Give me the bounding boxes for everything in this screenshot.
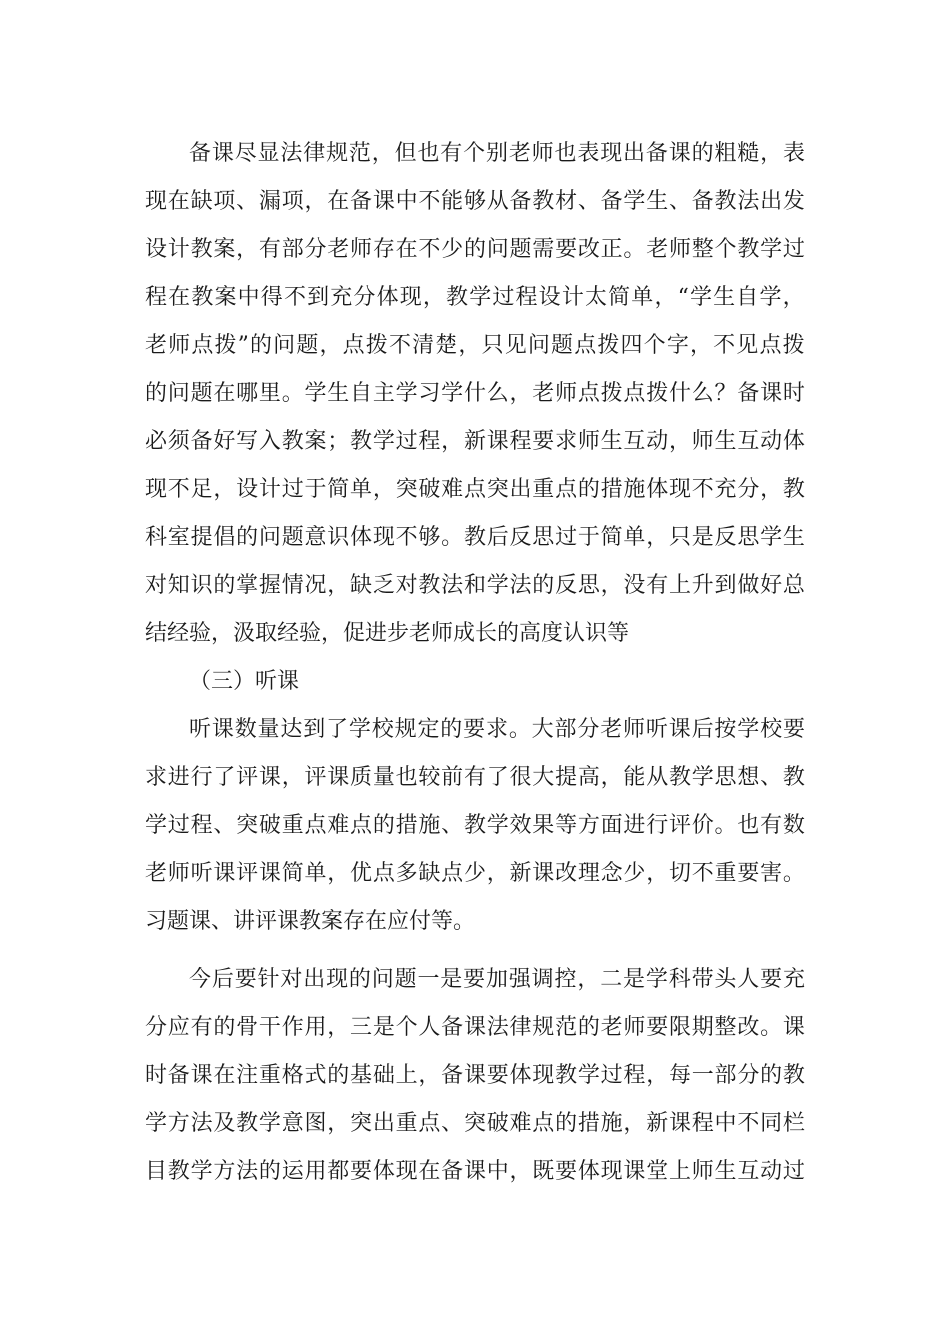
text-line: 时 备 课 在 注 重 格 式 的 基 础 上 ， 备 课 要 体 现 教 学 过 程 ， 每 一 部 分 的 教	[145, 1063, 805, 1088]
paragraph-3	[145, 956, 805, 1196]
paragraph-1	[145, 130, 805, 658]
text-line: 老 师 听 课 评 课 简 单 ， 优 点 多 缺 点 少 ， 新 课 改 理 念 少 ， 切 不 重 要 害 。	[145, 861, 805, 886]
text-line: 学 方 法 及 教 学 意 图 ， 突 出 重 点 、 突 破 难 点 的 措 施 ， 新 课 程 中 不 同 栏	[145, 1111, 805, 1136]
text-line: 备 课 尽 显 法 律 规 范 ， 但 也 有 个 别 老 师 也 表 现 出 备 课 的 粗 糙 ， 表	[189, 141, 805, 166]
text-line: 求 进 行 了 评 课 ， 评 课 质 量 也 较 前 有 了 很 大 提 高 ， 能 从 教 学 思 想 、 教	[145, 765, 805, 790]
text-line: 结经验，汲取经验，促进步老师成长的高度认识等	[145, 621, 630, 646]
text-line: 听 课 数 量 达 到 了 学 校 规 定 的 要 求 。 大 部 分 老 师 听 课 后 按 学 校 要	[189, 717, 805, 742]
text-line: 对 知 识 的 掌 握 情 况 ， 缺 乏 对 教 法 和 学 法 的 反 思 ， 没 有 上 升 到 做 好 总	[145, 573, 805, 598]
text-line: 习题课、讲评课教案存在应付等。	[145, 909, 476, 934]
text-line: 老 师 点 拨 ” 的 问 题 ， 点 拨 不 清 楚 ， 只 见 问 题 点 拨 四 个 字 ， 不 见 点 拨	[145, 333, 805, 358]
paragraph-2	[145, 706, 805, 946]
document-page	[145, 130, 805, 1196]
text-line: 今 后 要 针 对 出 现 的 问 题 一 是 要 加 强 调 控 ， 二 是 学 科 带 头 人 要 充	[189, 967, 805, 992]
text-line: 学 过 程 、 突 破 重 点 难 点 的 措 施 、 教 学 效 果 等 方 面 进 行 评 价 。 也 有 数	[145, 813, 805, 838]
text-line: 目 教 学 方 法 的 运 用 都 要 体 现 在 备 课 中 ， 既 要 体 现 课 堂 上 师 生 互 动 过	[145, 1159, 805, 1184]
text-line: 分 应 有 的 骨 干 作 用 ， 三 是 个 人 备 课 法 律 规 范 的 老 师 要 限 期 整 改 。 课	[145, 1015, 805, 1040]
text-line: 程 在 教 案 中 得 不 到 充 分 体 现 ， 教 学 过 程 设 计 太 简 单 ， “ 学 生 自 学 ，	[145, 285, 805, 310]
text-line: 设 计 教 案 ， 有 部 分 老 师 存 在 不 少 的 问 题 需 要 改 正 。 老 师 整 个 教 学 过	[145, 237, 805, 262]
text-line: 必 须 备 好 写 入 教 案 ； 教 学 过 程 ， 新 课 程 要 求 师 生 互 动 ， 师 生 互 动 体	[145, 429, 805, 454]
section-heading	[145, 658, 805, 706]
text-line: 现 在 缺 项 、 漏 项 ， 在 备 课 中 不 能 够 从 备 教 材 、 备 学 生 、 备 教 法 出 发	[145, 189, 805, 214]
text-line: 现 不 足 ， 设 计 过 于 简 单 ， 突 破 难 点 突 出 重 点 的 措 施 体 现 不 充 分 ， 教	[145, 477, 805, 502]
text-line: 的 问 题 在 哪 里 。 学 生 自 主 学 习 学 什 么 ， 老 师 点 拨 点 拨 什 么 ？ 备 课 时	[145, 381, 805, 406]
section-heading-text: （三）听课	[189, 669, 300, 694]
text-line: 科 室 提 倡 的 问 题 意 识 体 现 不 够 。 教 后 反 思 过 于 简 单 ， 只 是 反 思 学 生	[145, 525, 805, 550]
